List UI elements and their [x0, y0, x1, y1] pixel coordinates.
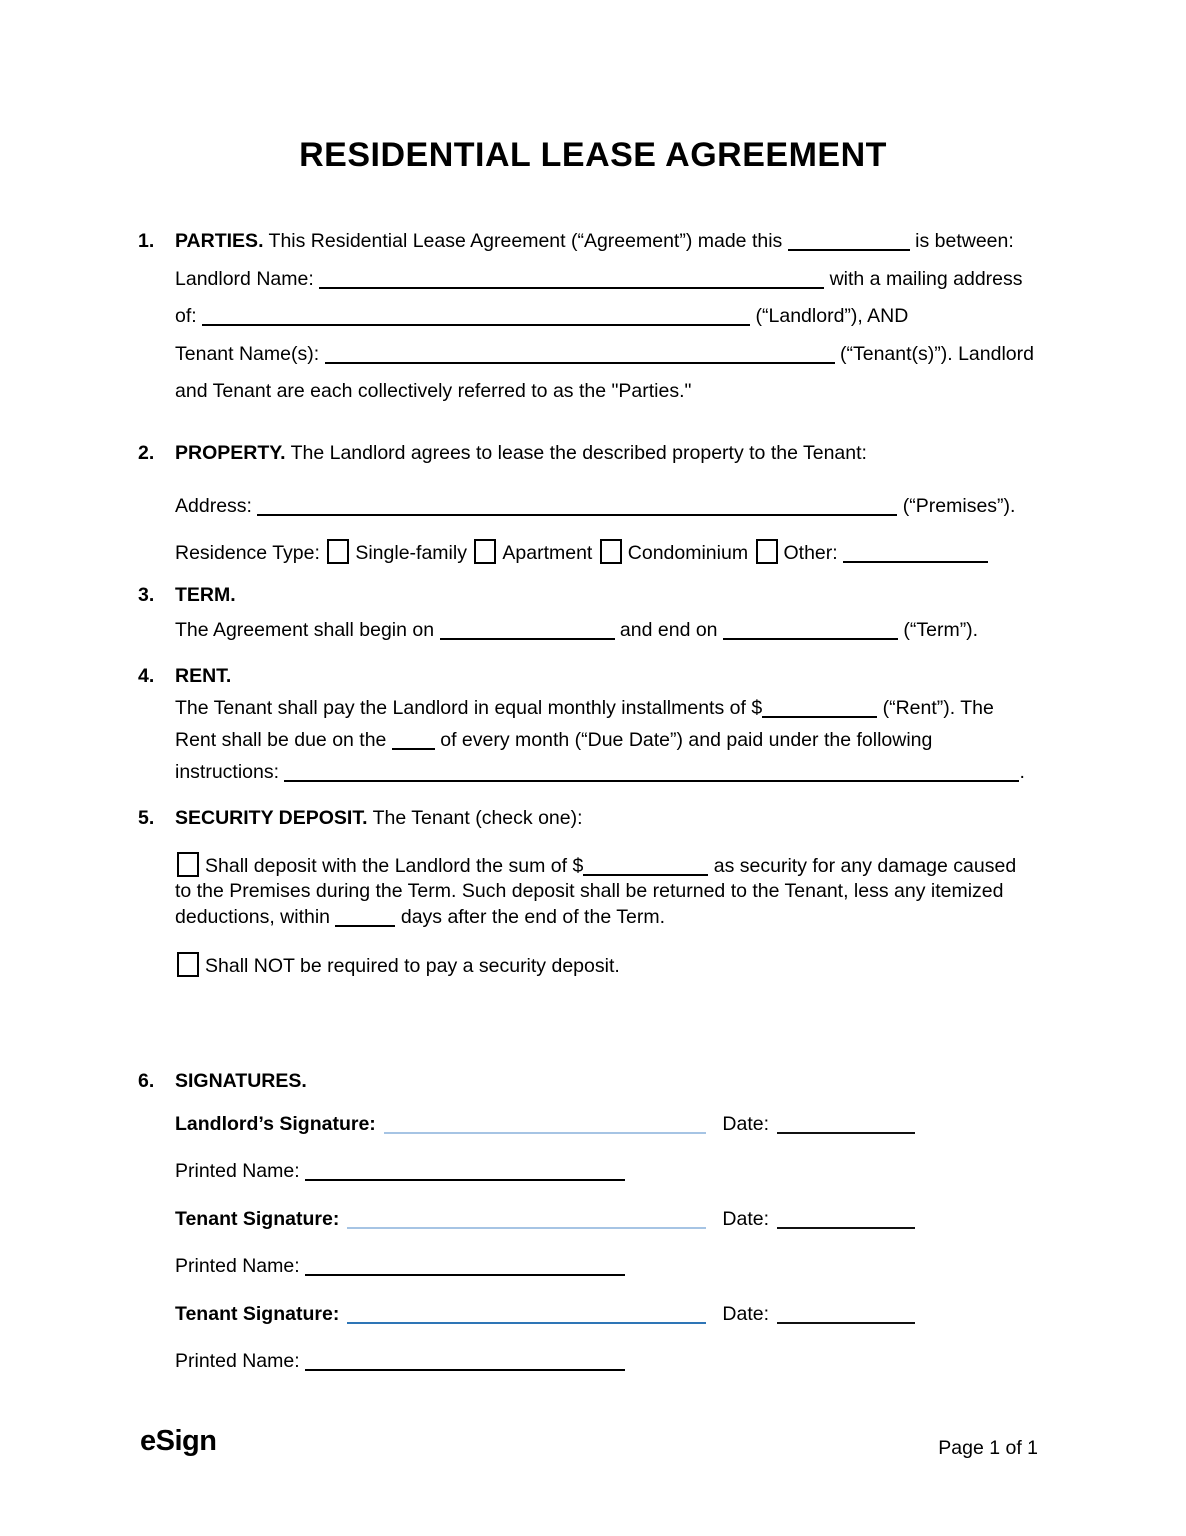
blank-field[interactable]	[202, 309, 750, 326]
section-security-deposit	[138, 800, 1060, 980]
text-run: is between:	[909, 230, 1014, 252]
text-run: Date:	[722, 1302, 769, 1325]
text-run: days after the end of the Term.	[395, 905, 665, 928]
signature-line[interactable]	[347, 1308, 706, 1324]
text-run: instructions:	[175, 761, 285, 783]
blank-field[interactable]	[257, 499, 897, 516]
blank-field[interactable]	[788, 234, 910, 251]
heading-text: PROPERTY.	[175, 442, 286, 464]
text-line	[175, 852, 1060, 880]
printed-name-row	[175, 1243, 1060, 1291]
text-run: The Tenant shall pay the Landlord in equal monthly installments of $	[175, 697, 763, 719]
section-number: 5.	[138, 807, 155, 829]
text-run: with a mailing address	[824, 267, 1023, 290]
tenant-signature-row	[175, 1196, 915, 1244]
page-number: Page 1 of 1	[938, 1437, 1038, 1459]
heading-text: SIGNATURES.	[175, 1070, 307, 1092]
text-run: (“Rent”). The	[877, 697, 994, 719]
section-term	[138, 578, 1060, 648]
text-line	[175, 692, 1060, 724]
landlord-signature-row	[175, 1101, 915, 1149]
text-run: Other:	[783, 542, 844, 564]
text-run: of:	[175, 305, 203, 327]
section-number: 4.	[138, 665, 155, 687]
signature-line[interactable]	[347, 1213, 706, 1229]
text-run: and end on	[614, 619, 723, 641]
checkbox[interactable]	[600, 539, 622, 564]
text-run: The Agreement shall begin on	[175, 619, 440, 641]
text-line	[175, 336, 1060, 374]
text-run: to the Premises during the Term. Such deposit shall be returned to the Tenant, less any itemized	[175, 880, 1004, 902]
text-line	[138, 1063, 1060, 1101]
text-run: (“Landlord”), AND	[750, 305, 909, 327]
checkbox[interactable]	[756, 539, 778, 564]
text-run: (“Premises”).	[897, 494, 1016, 517]
printed-name-row	[175, 1338, 1060, 1386]
text-line	[175, 488, 1060, 526]
checkbox[interactable]	[177, 852, 199, 877]
text-line	[175, 756, 1060, 788]
text-line	[175, 905, 1060, 931]
date-line[interactable]	[777, 1118, 915, 1134]
text-run: (“Tenant(s)”). Landlord	[834, 342, 1034, 365]
section-number: 3.	[138, 584, 155, 606]
text-run: Shall deposit with the Landlord the sum of $	[205, 854, 584, 877]
section-parties	[138, 223, 1060, 411]
blank-field[interactable]	[284, 765, 1019, 782]
section-number: 2.	[138, 442, 155, 464]
blank-field[interactable]	[305, 1259, 625, 1276]
signature-line[interactable]	[384, 1118, 707, 1134]
text-run: Apartment	[502, 542, 598, 564]
checkbox[interactable]	[474, 539, 496, 564]
section-property	[138, 435, 1060, 573]
text-line	[175, 298, 1060, 336]
text-run: Landlord Name:	[175, 267, 320, 290]
text-line	[175, 724, 1060, 756]
text-run: Date:	[722, 1207, 769, 1230]
text-run: of every month (“Due Date”) and paid under the following	[434, 729, 933, 751]
blank-field[interactable]	[392, 733, 435, 750]
blank-field[interactable]	[305, 1164, 625, 1181]
text-run: Date:	[722, 1112, 769, 1135]
text-line	[138, 223, 1060, 261]
esign-logo: eSign	[140, 1425, 217, 1457]
section-signatures	[138, 1063, 1060, 1386]
document-title: RESIDENTIAL LEASE AGREEMENT	[299, 136, 887, 174]
text-run: This Residential Lease Agreement (“Agreement”) made this	[263, 230, 788, 252]
blank-field[interactable]	[305, 1354, 625, 1371]
checkbox[interactable]	[177, 952, 199, 977]
blank-field[interactable]	[319, 272, 824, 289]
text-line	[175, 373, 1060, 411]
blank-field[interactable]	[325, 347, 835, 364]
heading-text: Tenant Signature:	[175, 1302, 340, 1325]
text-line	[175, 535, 1060, 573]
text-run: The Landlord agrees to lease the described property to the Tenant:	[285, 442, 867, 464]
text-run: and Tenant are each collectively referred to as the "Parties."	[175, 380, 692, 402]
text-run: .	[1019, 761, 1025, 783]
text-run: Rent shall be due on the	[175, 729, 392, 751]
text-run: Printed Name:	[175, 1160, 306, 1182]
text-line	[175, 952, 1060, 980]
blank-field[interactable]	[762, 701, 877, 718]
text-line	[175, 261, 1060, 299]
heading-text: RENT.	[175, 665, 232, 687]
blank-field[interactable]	[440, 623, 615, 640]
text-line	[138, 660, 1060, 692]
heading-text: TERM.	[175, 584, 236, 606]
heading-text: SECURITY DEPOSIT.	[175, 807, 368, 829]
text-run: Single-family	[355, 542, 473, 564]
text-run: (“Term”).	[897, 619, 979, 641]
text-line	[175, 879, 1060, 905]
text-run: Address:	[175, 494, 258, 517]
text-run: as security for any damage caused	[708, 854, 1017, 877]
blank-field[interactable]	[723, 623, 898, 640]
date-line[interactable]	[777, 1213, 915, 1229]
text-run: The Tenant (check one):	[367, 807, 583, 829]
heading-text: Tenant Signature:	[175, 1207, 340, 1230]
text-run: Condominium	[627, 542, 754, 564]
text-line	[138, 800, 1060, 838]
section-rent	[138, 660, 1060, 788]
section-number: 6.	[138, 1070, 155, 1092]
text-run: Printed Name:	[175, 1350, 306, 1372]
blank-field[interactable]	[843, 546, 988, 563]
blank-field[interactable]	[335, 910, 395, 927]
text-run: Shall NOT be required to pay a security deposit.	[205, 955, 620, 977]
printed-name-row	[175, 1148, 1060, 1196]
text-line	[138, 578, 1060, 613]
text-line	[138, 435, 1060, 473]
text-run: deductions, within	[175, 905, 336, 928]
text-run: Residence Type:	[175, 542, 326, 564]
heading-text: PARTIES.	[175, 230, 264, 252]
blank-field[interactable]	[583, 859, 708, 876]
text-line	[175, 613, 1060, 648]
date-line[interactable]	[777, 1308, 915, 1324]
tenant-signature-row	[175, 1291, 915, 1339]
text-run: Tenant Name(s):	[175, 342, 325, 365]
section-number: 1.	[138, 230, 155, 252]
checkbox[interactable]	[327, 539, 349, 564]
text-run: Printed Name:	[175, 1255, 306, 1277]
heading-text: Landlord’s Signature:	[175, 1112, 376, 1135]
